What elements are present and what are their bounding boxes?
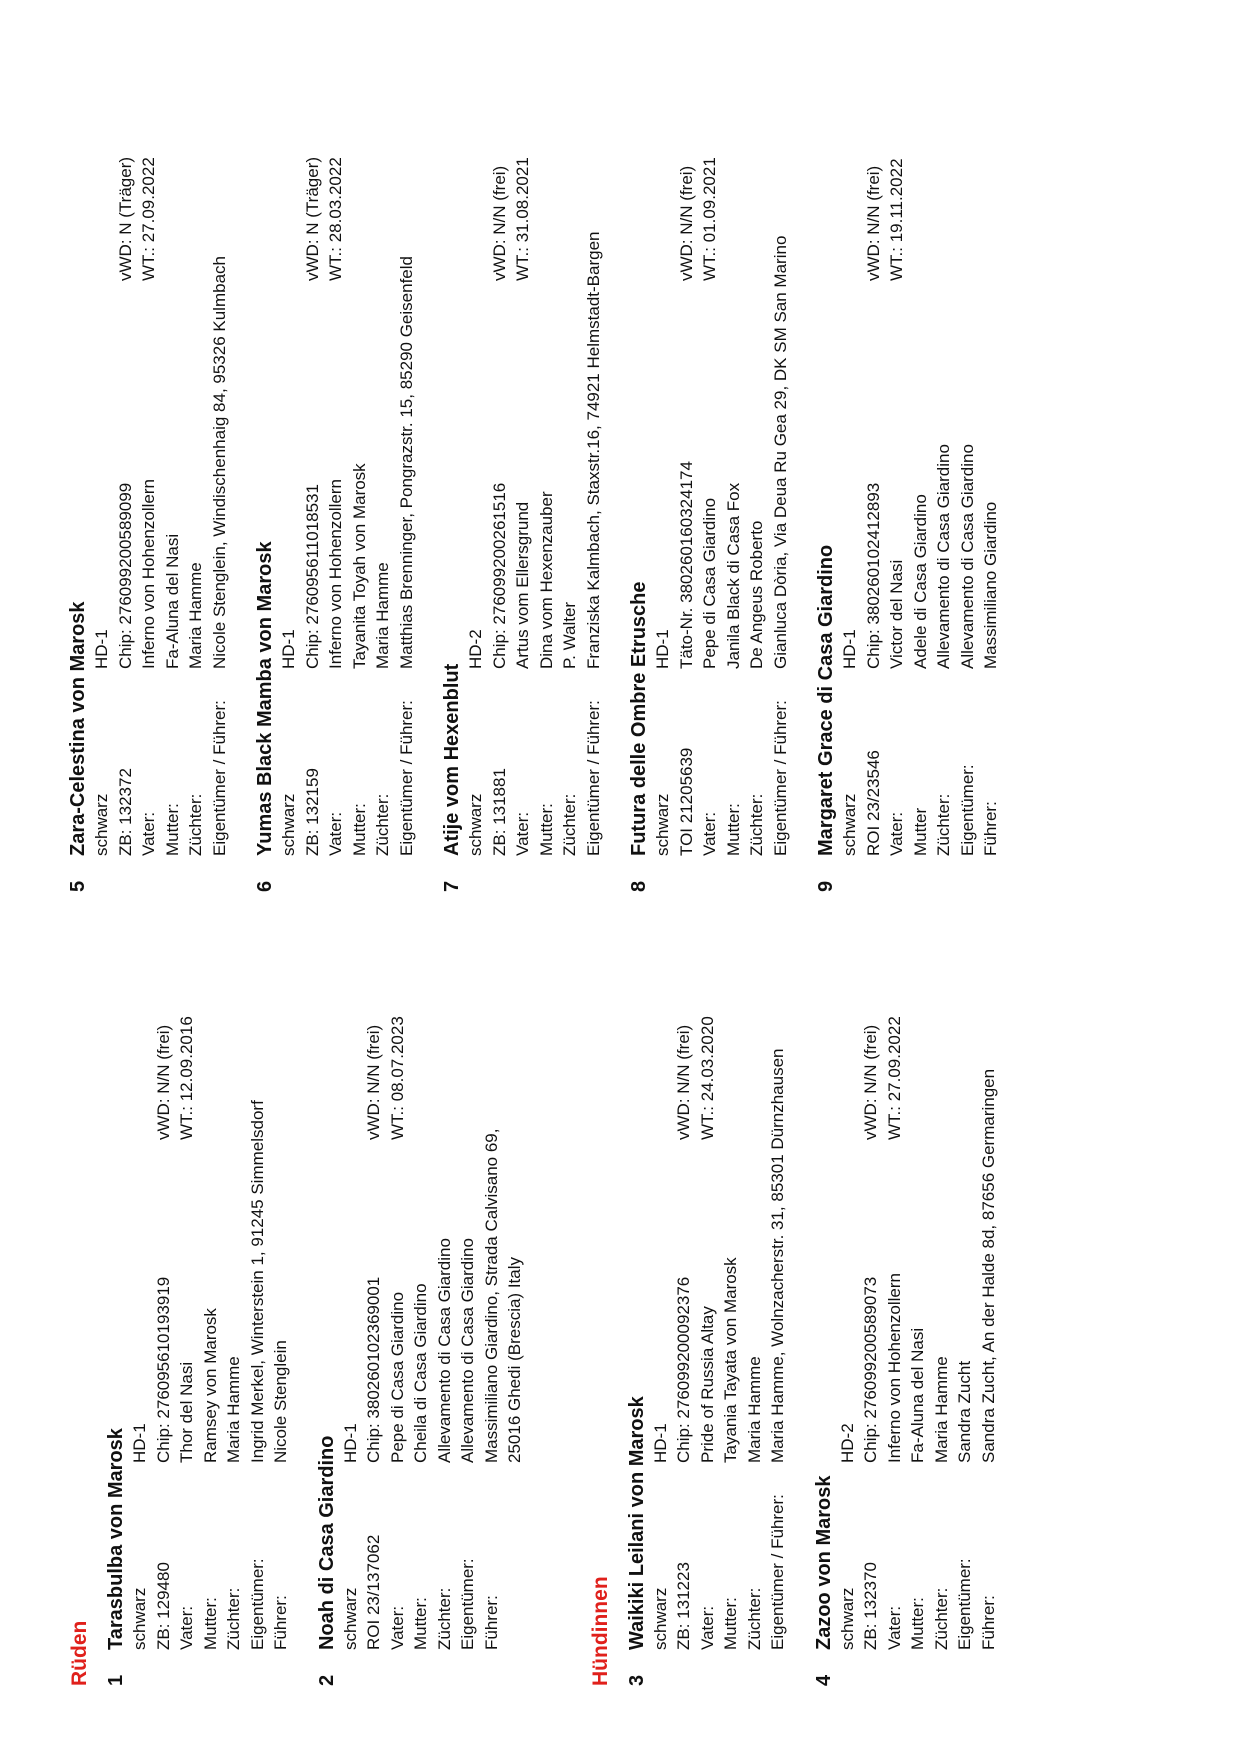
detail-label: Eigentümer / Führer:: [583, 700, 603, 856]
detail-label: Führer:: [978, 1595, 998, 1650]
detail-label: Eigentümer:: [247, 1558, 267, 1650]
entry-details: [90, 52, 231, 856]
detail-label: Züchter:: [931, 1587, 951, 1650]
detail-row: [862, 52, 886, 856]
detail-row: [90, 52, 114, 856]
detail-label: Züchter:: [744, 1587, 764, 1650]
detail-value: Chip: 276099200589099: [115, 482, 135, 669]
detail-value: Pepe di Casa Giardino: [387, 1291, 407, 1463]
detail-value: Dina vom Hexenzauber: [536, 491, 556, 669]
entry-heading: [440, 52, 464, 892]
entry-details: [838, 52, 1003, 856]
dog-name: Tarasbulba von Marosk: [105, 1428, 127, 1650]
entry-number: 6: [254, 880, 276, 892]
detail-row: [152, 946, 176, 1650]
dog-entry: [104, 946, 293, 1686]
section-title-rueden: Rüden: [68, 1620, 91, 1686]
detail-label: Vater:: [697, 1605, 717, 1650]
detail-label: Mutter:: [411, 1597, 430, 1650]
detail-row: [488, 52, 512, 856]
detail-row: [932, 52, 956, 856]
detail-row: [362, 946, 386, 1650]
detail-label: schwarz: [650, 1587, 670, 1650]
detail-row: [838, 52, 862, 856]
detail-row: [649, 946, 673, 1650]
detail-label: Vater:: [887, 811, 906, 856]
detail-label: Züchter:: [560, 793, 579, 856]
detail-label: Züchter:: [747, 793, 766, 856]
dog-name: Atije vom Hexenblut: [441, 663, 463, 856]
detail-row: [137, 52, 161, 856]
detail-label: Züchter:: [373, 793, 392, 856]
detail-row: [977, 946, 1001, 1650]
detail-value: HD-1: [653, 629, 672, 669]
detail-value: HD-2: [837, 1423, 857, 1463]
detail-label: schwarz: [840, 793, 859, 856]
detail-value: Pride of Russia Altay: [697, 1306, 717, 1463]
detail-value: Chip: 276099200261516: [489, 482, 509, 669]
detail-value: Sandra Zucht, An der Halde 8d, 87656 Germaringen: [978, 1068, 998, 1463]
detail-value: Maria Hamme: [744, 1356, 764, 1463]
entry-details: [651, 52, 792, 856]
detail-row: [672, 946, 696, 1650]
detail-row: [675, 52, 699, 856]
detail-row: [409, 946, 433, 1650]
detail-label: Vater:: [387, 1605, 407, 1650]
dog-entry: [814, 52, 1003, 892]
detail-label: Eigentümer / Führer:: [768, 1494, 787, 1650]
detail-label: ROI 23/137062: [364, 1534, 383, 1650]
detail-label: Vater:: [513, 811, 532, 856]
detail-row: [395, 52, 419, 856]
detail-value: Chip: 380260102369001: [364, 1276, 383, 1463]
detail-row: [222, 946, 246, 1650]
detail-side-value: vWD: N/N (frei): [153, 1024, 173, 1140]
detail-side-value: WT.: 28.03.2022: [326, 157, 345, 281]
detail-side-value: WT.: 27.09.2022: [139, 157, 158, 281]
detail-value: Thor del Nasi: [177, 1361, 196, 1463]
detail-label: Eigentümer:: [458, 1558, 477, 1650]
detail-side-value: WT.: 24.03.2020: [697, 1016, 717, 1140]
detail-label: Eigentümer / Führer:: [209, 700, 229, 856]
detail-label: schwarz: [653, 793, 672, 856]
detail-row: [535, 52, 559, 856]
detail-label: Eigentümer / Führer:: [396, 700, 416, 856]
detail-label: Mutter:: [721, 1597, 740, 1650]
detail-label: Vater:: [700, 811, 719, 856]
entry-details: [339, 946, 527, 1650]
entry-heading: [812, 946, 836, 1686]
detail-value: Chip: 276095611018531: [302, 484, 322, 669]
detail-value: Matthias Brenninger, Pongrazstr. 15, 85290 Geisenfeld: [396, 256, 416, 669]
left-column: [68, 946, 1022, 1686]
detail-label: Führer:: [271, 1595, 290, 1650]
dog-entry: [625, 946, 790, 1686]
detail-value: HD-1: [279, 629, 298, 669]
detail-row: [651, 52, 675, 856]
detail-row: [953, 946, 977, 1650]
detail-value: Maria Hamme, Wolnzacherstr. 31, 85301 Dürnzhausen: [768, 1048, 787, 1463]
entry-number: 2: [315, 1674, 338, 1686]
detail-value: Tayania Tayata von Marosk: [721, 1257, 740, 1463]
entry-details: [277, 52, 418, 856]
detail-label: Züchter:: [434, 1587, 454, 1650]
detail-value: Victor del Nasi: [887, 559, 906, 669]
detail-row: [371, 52, 395, 856]
detail-value: Pepe di Casa Giardino: [700, 497, 719, 669]
detail-row: [456, 946, 480, 1650]
detail-row: [433, 946, 457, 1650]
detail-row: [480, 946, 527, 1650]
detail-value: Franziska Kalmbach, Staxstr.16, 74921 Helmstadt-Bargen: [583, 231, 603, 669]
detail-row: [722, 52, 746, 856]
detail-value: Artus vom Ellersgrund: [513, 501, 532, 669]
detail-value: Nicole Stenglein, Windischenhaig 84, 95326 Kulmbach: [209, 256, 229, 669]
detail-value: Ramsey von Marosk: [200, 1308, 220, 1463]
detail-value: HD-1: [840, 629, 859, 669]
detail-value: P. Walter: [560, 601, 579, 669]
detail-side-value: WT.: 08.07.2023: [387, 1016, 407, 1140]
detail-row: [386, 946, 410, 1650]
entry-details: [128, 946, 293, 1650]
detail-row: [175, 946, 199, 1650]
detail-row: [558, 52, 582, 856]
detail-value: Tayanita Toyah von Marosk: [349, 463, 369, 669]
detail-value: Maria Hamme: [931, 1356, 951, 1463]
detail-row: [324, 52, 348, 856]
entry-heading: [625, 946, 649, 1686]
dog-name: Waikiki Leilani von Marosk: [625, 1396, 648, 1650]
detail-row: [199, 946, 223, 1650]
detail-row: [885, 52, 909, 856]
detail-label: schwarz: [340, 1587, 360, 1650]
entry-heading: [814, 52, 838, 892]
detail-row: [909, 52, 933, 856]
detail-label: ROI 23/23546: [863, 750, 883, 856]
detail-value: Massimiliano Giardino, Strada Calvisano 69, 25016 Ghedi (Brescia) Italy: [481, 1128, 524, 1463]
detail-label: schwarz: [466, 793, 485, 856]
detail-row: [348, 52, 372, 856]
dog-entry: [66, 52, 231, 892]
detail-label: Mutter:: [200, 1597, 220, 1650]
detail-label: ZB: 132370: [861, 1562, 880, 1650]
entry-heading: [627, 52, 651, 892]
detail-row: [766, 946, 790, 1650]
detail-label: Mutter:: [536, 803, 556, 856]
detail-label: Führer:: [481, 1595, 501, 1650]
detail-value: Allevamento di Casa Giardino: [458, 1238, 477, 1463]
detail-label: ZB: 132372: [115, 768, 135, 856]
detail-value: Cheila di Casa Giardino: [411, 1283, 430, 1463]
detail-label: Mutter: [910, 807, 930, 856]
dog-name: Zara-Celestina von Marosk: [67, 601, 89, 856]
detail-label: ZB: 132159: [302, 768, 322, 856]
detail-value: Adele di Casa Giardino: [910, 494, 930, 669]
detail-label: Eigentümer / Führer:: [770, 700, 790, 856]
detail-value: HD-1: [650, 1423, 670, 1463]
detail-value: Chip: 276099200589073: [861, 1276, 880, 1463]
detail-label: Eigentümer:: [957, 764, 977, 856]
detail-value: Inferno von Hohenzollern: [139, 479, 158, 669]
detail-row: [184, 52, 208, 856]
entry-number: 5: [67, 880, 89, 892]
dog-name: Noah di Casa Giardino: [315, 1435, 338, 1650]
dog-entry: [253, 52, 418, 892]
detail-value: Chip: 380260102412893: [863, 482, 883, 669]
dog-name: Yumas Black Mamba von Marosk: [254, 541, 276, 856]
entry-details: [836, 946, 1001, 1650]
right-column: [66, 52, 1025, 892]
detail-label: Vater:: [139, 811, 158, 856]
detail-label: TOI 21205639: [676, 747, 696, 856]
detail-side-value: vWD: N/N (frei): [674, 1024, 693, 1140]
detail-side-value: WT.: 19.11.2022: [887, 158, 906, 281]
detail-label: Vater:: [884, 1605, 904, 1650]
detail-row: [277, 52, 301, 856]
detail-label: ZB: 131223: [674, 1562, 693, 1650]
detail-side-value: WT.: 01.09.2021: [700, 157, 719, 281]
detail-value: Chip: 276095610193919: [153, 1276, 173, 1463]
detail-label: Eigentümer:: [955, 1558, 974, 1650]
detail-value: Inferno von Hohenzollern: [884, 1273, 904, 1463]
detail-value: Sandra Zucht: [955, 1360, 974, 1463]
entry-details: [464, 52, 605, 856]
detail-label: ZB: 129480: [153, 1562, 173, 1650]
detail-label: Züchter:: [934, 793, 953, 856]
entry-details: [649, 946, 790, 1650]
detail-label: Mutter:: [349, 803, 369, 856]
detail-side-value: WT.: 12.09.2016: [177, 1016, 196, 1140]
detail-side-value: vWD: N/N (frei): [364, 1024, 383, 1140]
detail-row: [246, 946, 270, 1650]
detail-value: Janila Black di Casa Fox: [723, 482, 743, 669]
detail-side-value: WT.: 31.08.2021: [513, 157, 532, 281]
dog-entry: [440, 52, 605, 892]
detail-row: [836, 946, 860, 1650]
detail-value: HD-1: [130, 1423, 149, 1463]
detail-side-value: vWD: N/N (frei): [861, 1024, 880, 1140]
detail-row: [769, 52, 793, 856]
entry-number: 7: [441, 880, 463, 892]
detail-side-value: vWD: N (Träger): [115, 156, 135, 281]
entry-heading: [315, 946, 339, 1686]
detail-row: [696, 946, 720, 1650]
detail-side-value: vWD: N/N (frei): [863, 165, 883, 281]
entry-number: 1: [105, 1674, 127, 1686]
detail-row: [956, 52, 980, 856]
detail-label: schwarz: [837, 1587, 857, 1650]
detail-row: [511, 52, 535, 856]
detail-label: schwarz: [92, 793, 111, 856]
detail-row: [859, 946, 883, 1650]
detail-label: Mutter:: [723, 803, 743, 856]
section-title-huendinnen: Hündinnen: [588, 1576, 612, 1686]
detail-label: Züchter:: [186, 793, 205, 856]
detail-row: [745, 52, 769, 856]
detail-value: Massimiliano Giardino: [981, 501, 1000, 669]
detail-label: ZB: 131881: [489, 768, 509, 856]
entry-heading: [66, 52, 90, 892]
detail-value: Chip: 276099200092376: [674, 1276, 693, 1463]
detail-value: Gianluca Dòria, Via Deua Ru Gea 29, DK SM San Marino: [770, 235, 790, 669]
detail-side-value: vWD: N/N (frei): [489, 165, 509, 281]
detail-label: Vater:: [326, 811, 345, 856]
detail-row: [582, 52, 606, 856]
detail-side-value: vWD: N (Träger): [302, 156, 322, 281]
detail-row: [161, 52, 185, 856]
detail-row: [339, 946, 363, 1650]
dog-entry: [315, 946, 527, 1686]
detail-value: Allevamento di Casa Giardino: [957, 444, 977, 669]
detail-row: [743, 946, 767, 1650]
detail-value: Ingrid Merkel, Winterstein 1, 91245 Simmelsdorf: [247, 1100, 267, 1463]
detail-row: [301, 52, 325, 856]
detail-value: De Angeus Roberto: [747, 520, 766, 669]
detail-label: Mutter:: [162, 803, 182, 856]
detail-label: schwarz: [130, 1587, 149, 1650]
detail-value: Inferno von Hohenzollern: [326, 479, 345, 669]
detail-value: HD-1: [92, 629, 111, 669]
detail-row: [930, 946, 954, 1650]
detail-row: [698, 52, 722, 856]
detail-row: [208, 52, 232, 856]
detail-row: [906, 946, 930, 1650]
detail-row: [719, 946, 743, 1650]
dog-entry: [627, 52, 792, 892]
detail-value: Maria Hamme: [224, 1356, 243, 1463]
detail-value: Allevamento di Casa Giardino: [934, 444, 953, 669]
detail-value: Allevamento di Casa Giardino: [434, 1238, 454, 1463]
detail-row: [979, 52, 1003, 856]
dog-name: Futura delle Ombre Etrusche: [628, 581, 650, 856]
detail-row: [269, 946, 293, 1650]
detail-value: Nicole Stenglein: [271, 1340, 290, 1463]
detail-side-value: vWD: N/N (frei): [676, 165, 696, 281]
detail-row: [883, 946, 907, 1650]
detail-side-value: WT.: 27.09.2022: [884, 1016, 904, 1140]
entry-heading: [253, 52, 277, 892]
detail-label: Mutter:: [908, 1597, 927, 1650]
detail-value: Fa-Aluna del Nasi: [162, 533, 182, 669]
entry-number: 8: [628, 880, 650, 892]
detail-label: schwarz: [279, 793, 298, 856]
detail-row: [128, 946, 152, 1650]
detail-value: Maria Hamme: [186, 562, 205, 669]
entry-number: 4: [812, 1674, 835, 1686]
detail-value: Fa-Aluna del Nasi: [908, 1327, 927, 1463]
detail-value: Maria Hamme: [373, 562, 392, 669]
detail-value: HD-2: [466, 629, 485, 669]
detail-value: Täto-Nr. 380260160324174: [676, 461, 696, 669]
detail-label: Züchter:: [224, 1587, 243, 1650]
detail-label: Vater:: [177, 1605, 196, 1650]
dog-entry: [812, 946, 1001, 1686]
detail-row: [464, 52, 488, 856]
detail-value: HD-1: [340, 1423, 360, 1463]
entry-heading: [104, 946, 128, 1686]
detail-row: [114, 52, 138, 856]
entry-number: 3: [625, 1674, 648, 1686]
dog-name: Margaret Grace di Casa Giardino: [815, 544, 837, 856]
dog-name: Zazoo von Marosk: [812, 1475, 835, 1650]
entry-number: 9: [815, 880, 837, 892]
detail-label: Führer:: [981, 801, 1000, 856]
